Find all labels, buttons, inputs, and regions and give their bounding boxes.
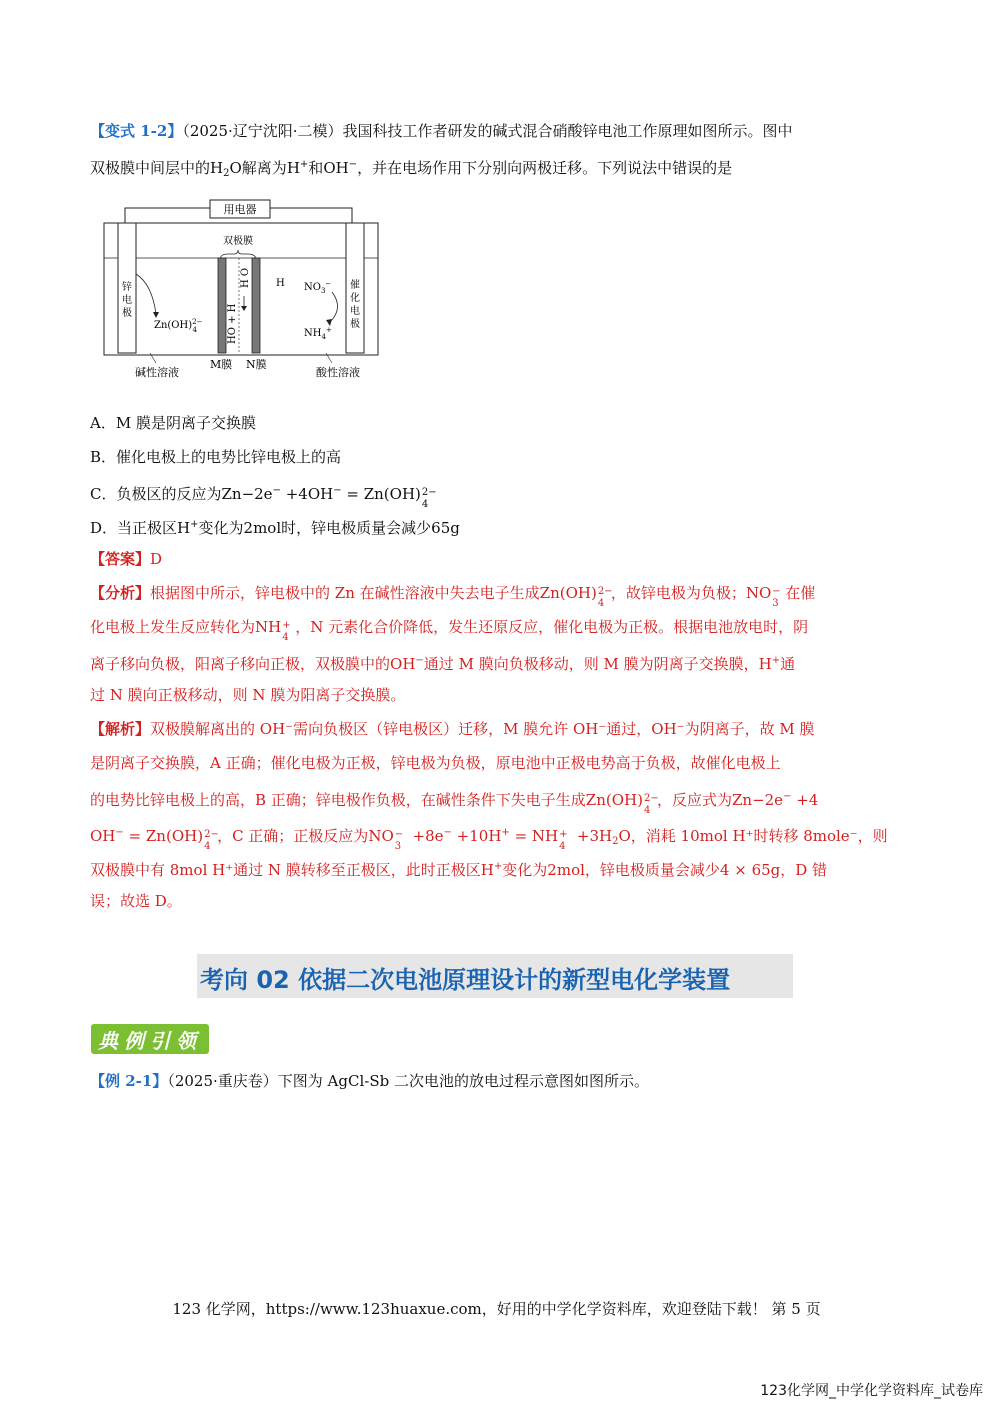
option-b: B．催化电极上的电势比锌电极上的高 — [90, 448, 342, 466]
section-badge: 典例引领 — [91, 1024, 209, 1054]
catalyst-electrode-label-1: 催 — [350, 280, 360, 291]
catalyst-electrode-label-2: 化 — [350, 293, 360, 304]
h-label: H — [276, 278, 285, 289]
catalyst-electrode-label-4: 极 — [350, 319, 360, 330]
explanation-line-3: 的电势比锌电极上的高，B 正确；锌电极作负极，在碱性条件下失电子生成Zn(OH) 2− 4 ，反应式为Zn−2e− +4 — [90, 791, 819, 816]
section-heading: 考向 02 依据二次电池原理设计的新型电化学装置 — [200, 966, 731, 994]
explanation-line-4: OH− = Zn(OH) 2− 4 ，C 正确；正极反应为NO − 3 +8e− +10H+ = NH + 4 $+3H_2O$，消耗 10mol H⁺时转移 8mole⁻，则 — [90, 827, 888, 852]
question-line-1: 【变式 1-2】（2025·辽宁沈阳·二模）我国科技工作者研发的碱式混合硝酸锌电池工作原理如图所示。图中 — [90, 122, 793, 140]
answer-value: D — [150, 550, 163, 568]
bipolar-label: 双极膜 — [223, 236, 253, 247]
page-footer: 123 化学网，https://www.123huaxue.com，好用的中学化学资料库，欢迎登陆下载！ 第 5 页 — [172, 1300, 821, 1318]
nh4-label: $NH_4^+$ — [304, 326, 332, 341]
analysis-line-4: 过 N 膜向正极移动，则 N 膜为阳离子交换膜。 — [90, 686, 406, 704]
acidic-label: 酸性溶液 — [316, 366, 360, 379]
catalyst-electrode-label-3: 电 — [350, 306, 360, 317]
answer-tag: 【答案】 — [90, 550, 151, 568]
zinc-electrode-label-3: 极 — [122, 308, 132, 319]
analysis-line-1: 【分析】根据图中所示，锌电极中的 Zn 在碱性溶液中失去电子生成Zn(OH) 2− 4 ，故锌电极为负极；NO − 3 在催 — [90, 584, 816, 609]
zinc-electrode-label-2: 电 — [122, 295, 132, 306]
answer-line — [90, 548, 162, 570]
zn-oh4-label: Zn(OH)$^{2-}$ 4 — [154, 318, 203, 334]
m-membrane-label: M膜 — [210, 358, 233, 371]
option-c: C．负极区的反应为Zn−2e− +4OH− = Zn(OH) 2− 4 — [90, 485, 437, 510]
device-label: 用电器 — [223, 203, 257, 216]
question-line-2: 双极膜中间层中的$H_2O$解离为H+和OH−，并在电场作用下分别向两极迁移。下列说法中错误的是 — [90, 159, 733, 179]
analysis-line-3: 离子移向负极，阳离子移向正极，双极膜中的OH−通过 M 膜向负极移动，则 M 膜为阴离子交换膜，H+通 — [90, 655, 796, 673]
no3-label: $NO_3^-$ — [304, 280, 332, 295]
explanation-line-5: 双极膜中有 8mol H⁺通过 N 膜转移至正极区，此时正极区H+变化为2mol，锌电极质量会减少4 × 65g，D 错 — [90, 861, 828, 879]
zinc-electrode-label-1: 锌 — [122, 282, 132, 293]
explanation-line-6: 误；故选 D。 — [90, 892, 182, 910]
explanation-line-2: 是阴离子交换膜，A 正确；催化电极为正极，锌电极为负极，原电池中正极电势高于负极，故催化电极上 — [90, 754, 781, 772]
question-tag: 【变式 1-2】 — [90, 122, 183, 140]
analysis-line-2: 化电极上发生反应转化为NH + 4 ，N 元素化合价降低，发生还原反应，催化电极为正极。根据电池放电时，阴 — [90, 618, 809, 643]
vertical-left-label: HO + H — [227, 303, 238, 344]
explanation-line-1: 【解析】双极膜解离出的 OH⁻需向负极区（锌电极区）迁移，M 膜允许 OH⁻通过，OH⁻为阴离子，故 M 膜 — [90, 720, 815, 738]
battery-diagram — [100, 196, 390, 386]
example-line: 【例 2-1】（2025·重庆卷）下图为 AgCl-Sb 二次电池的放电过程示意图如图所示。 — [90, 1072, 649, 1090]
corner-watermark: 123化学网_中学化学资料库_试卷库 — [760, 1383, 983, 1399]
n-membrane-label: N膜 — [246, 358, 267, 371]
option-a: A．M 膜是阴离子交换膜 — [90, 414, 256, 432]
option-d: D．当正极区H+变化为2mol时，锌电极质量会减少65g — [90, 519, 460, 537]
example-tag: 【例 2-1】 — [90, 1072, 168, 1090]
vertical-right-label: H O — [240, 267, 251, 288]
alkaline-label: 碱性溶液 — [135, 366, 179, 379]
